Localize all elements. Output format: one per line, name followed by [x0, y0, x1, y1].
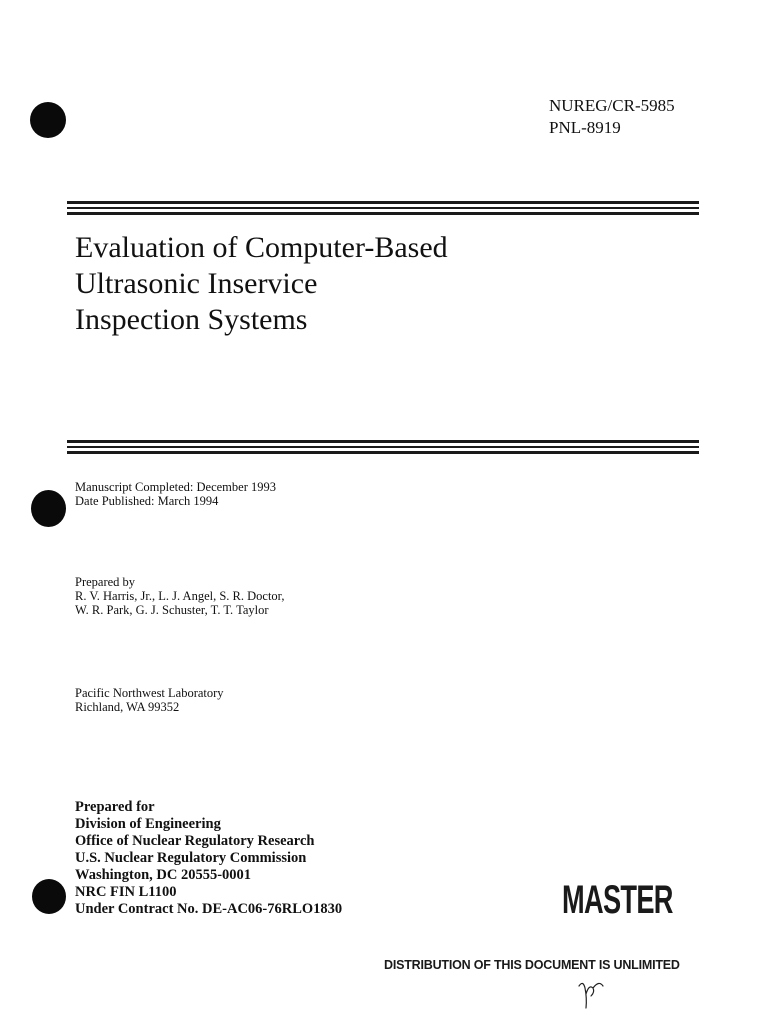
report-number-nureg: NUREG/CR-5985	[549, 96, 675, 115]
prepared-for-line-1: Prepared for	[75, 799, 155, 815]
document-title	[75, 230, 448, 338]
report-number-pnl: PNL-8919	[549, 118, 621, 137]
prepared-for-line-5: Washington, DC 20555-0001	[75, 867, 252, 883]
prepared-for-line-7: Under Contract No. DE-AC06-76RLO1830	[75, 901, 343, 917]
punch-hole-top	[30, 102, 66, 138]
authors-line-2: W. R. Park, G. J. Schuster, T. T. Taylor	[75, 603, 269, 617]
distribution-statement: DISTRIBUTION OF THIS DOCUMENT IS UNLIMITED	[384, 958, 680, 972]
organization-location: Richland, WA 99352	[75, 700, 180, 714]
punch-hole-middle	[31, 490, 66, 527]
authors-line-1: R. V. Harris, Jr., L. J. Angel, S. R. Doctor,	[75, 589, 285, 603]
prepared-for-line-4: U.S. Nuclear Regulatory Commission	[75, 850, 307, 866]
prepared-for-block	[75, 799, 342, 918]
organization-block	[75, 686, 224, 714]
prepared-by-block	[75, 575, 284, 617]
master-stamp: MASTER	[562, 878, 673, 922]
middle-rule	[67, 440, 699, 454]
top-rule	[67, 201, 699, 215]
prepared-for-line-2: Division of Engineering	[75, 816, 221, 832]
prepared-by-label: Prepared by	[75, 575, 136, 589]
title-line-1: Evaluation of Computer-Based	[75, 231, 448, 264]
handwritten-initials-mark	[575, 976, 611, 1014]
prepared-for-line-3: Office of Nuclear Regulatory Research	[75, 833, 315, 849]
prepared-for-line-6: NRC FIN L1100	[75, 884, 177, 900]
punch-hole-bottom	[32, 879, 66, 914]
organization-name: Pacific Northwest Laboratory	[75, 686, 224, 700]
report-numbers	[549, 95, 675, 139]
title-line-3: Inspection Systems	[75, 303, 308, 336]
title-line-2: Ultrasonic Inservice	[75, 267, 318, 300]
publication-dates	[75, 480, 276, 508]
manuscript-completed: Manuscript Completed: December 1993	[75, 480, 276, 494]
date-published: Date Published: March 1994	[75, 494, 219, 508]
